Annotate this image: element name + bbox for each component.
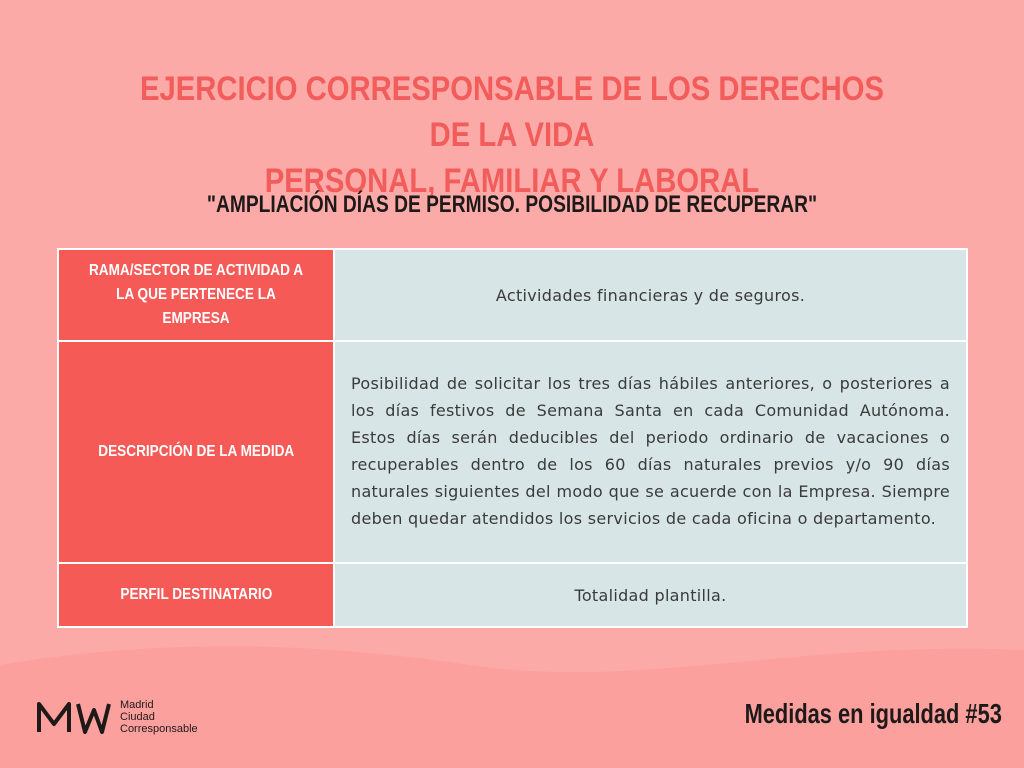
page-title [123,66,900,204]
madrid-corresponsable-logo [36,700,198,734]
row-label-description: DESCRIPCIÓN DE LA MEDIDA [58,341,334,563]
measure-table [57,248,968,628]
table-row [58,341,967,563]
title-line-2: PERSONAL, FAMILIAR Y LABORAL [264,162,760,200]
row-label-sector: RAMA/SECTOR DE ACTIVIDAD A LA QUE PERTENECE LA EMPRESA [58,249,334,341]
title-line-1: EJERCICIO CORRESPONSABLE DE LOS DERECHOS DE LA VIDA [139,70,885,154]
row-label-profile: PERFIL DESTINATARIO [58,563,334,627]
mw-logo-icon [36,700,112,734]
row-value-profile: Totalidad plantilla. [334,563,967,627]
row-value-sector: Actividades financieras y de seguros. [334,249,967,341]
logo-text: Madrid Ciudad Corresponsable [120,699,198,735]
table-row [58,249,967,341]
row-value-description: Posibilidad de solicitar los tres días hábiles anteriores, o posteriores a los días festivos de Semana Santa en cada Comunidad Autónoma. Estos días serán deducibles del periodo ordinario de vacaciones o recuperables dentro de los 60 días naturales previos y/o 90 días naturales siguientes del modo que se acuerde con la Empresa. Siempre deben quedar atendidos los servicios de cada oficina o departamento. [334,341,967,563]
table-row [58,563,967,627]
series-tagline: Medidas en igualdad #53 [744,698,1002,729]
page-subtitle: "AMPLIACIÓN DÍAS DE PERMISO. POSIBILIDAD DE RECUPERAR" [206,191,818,218]
